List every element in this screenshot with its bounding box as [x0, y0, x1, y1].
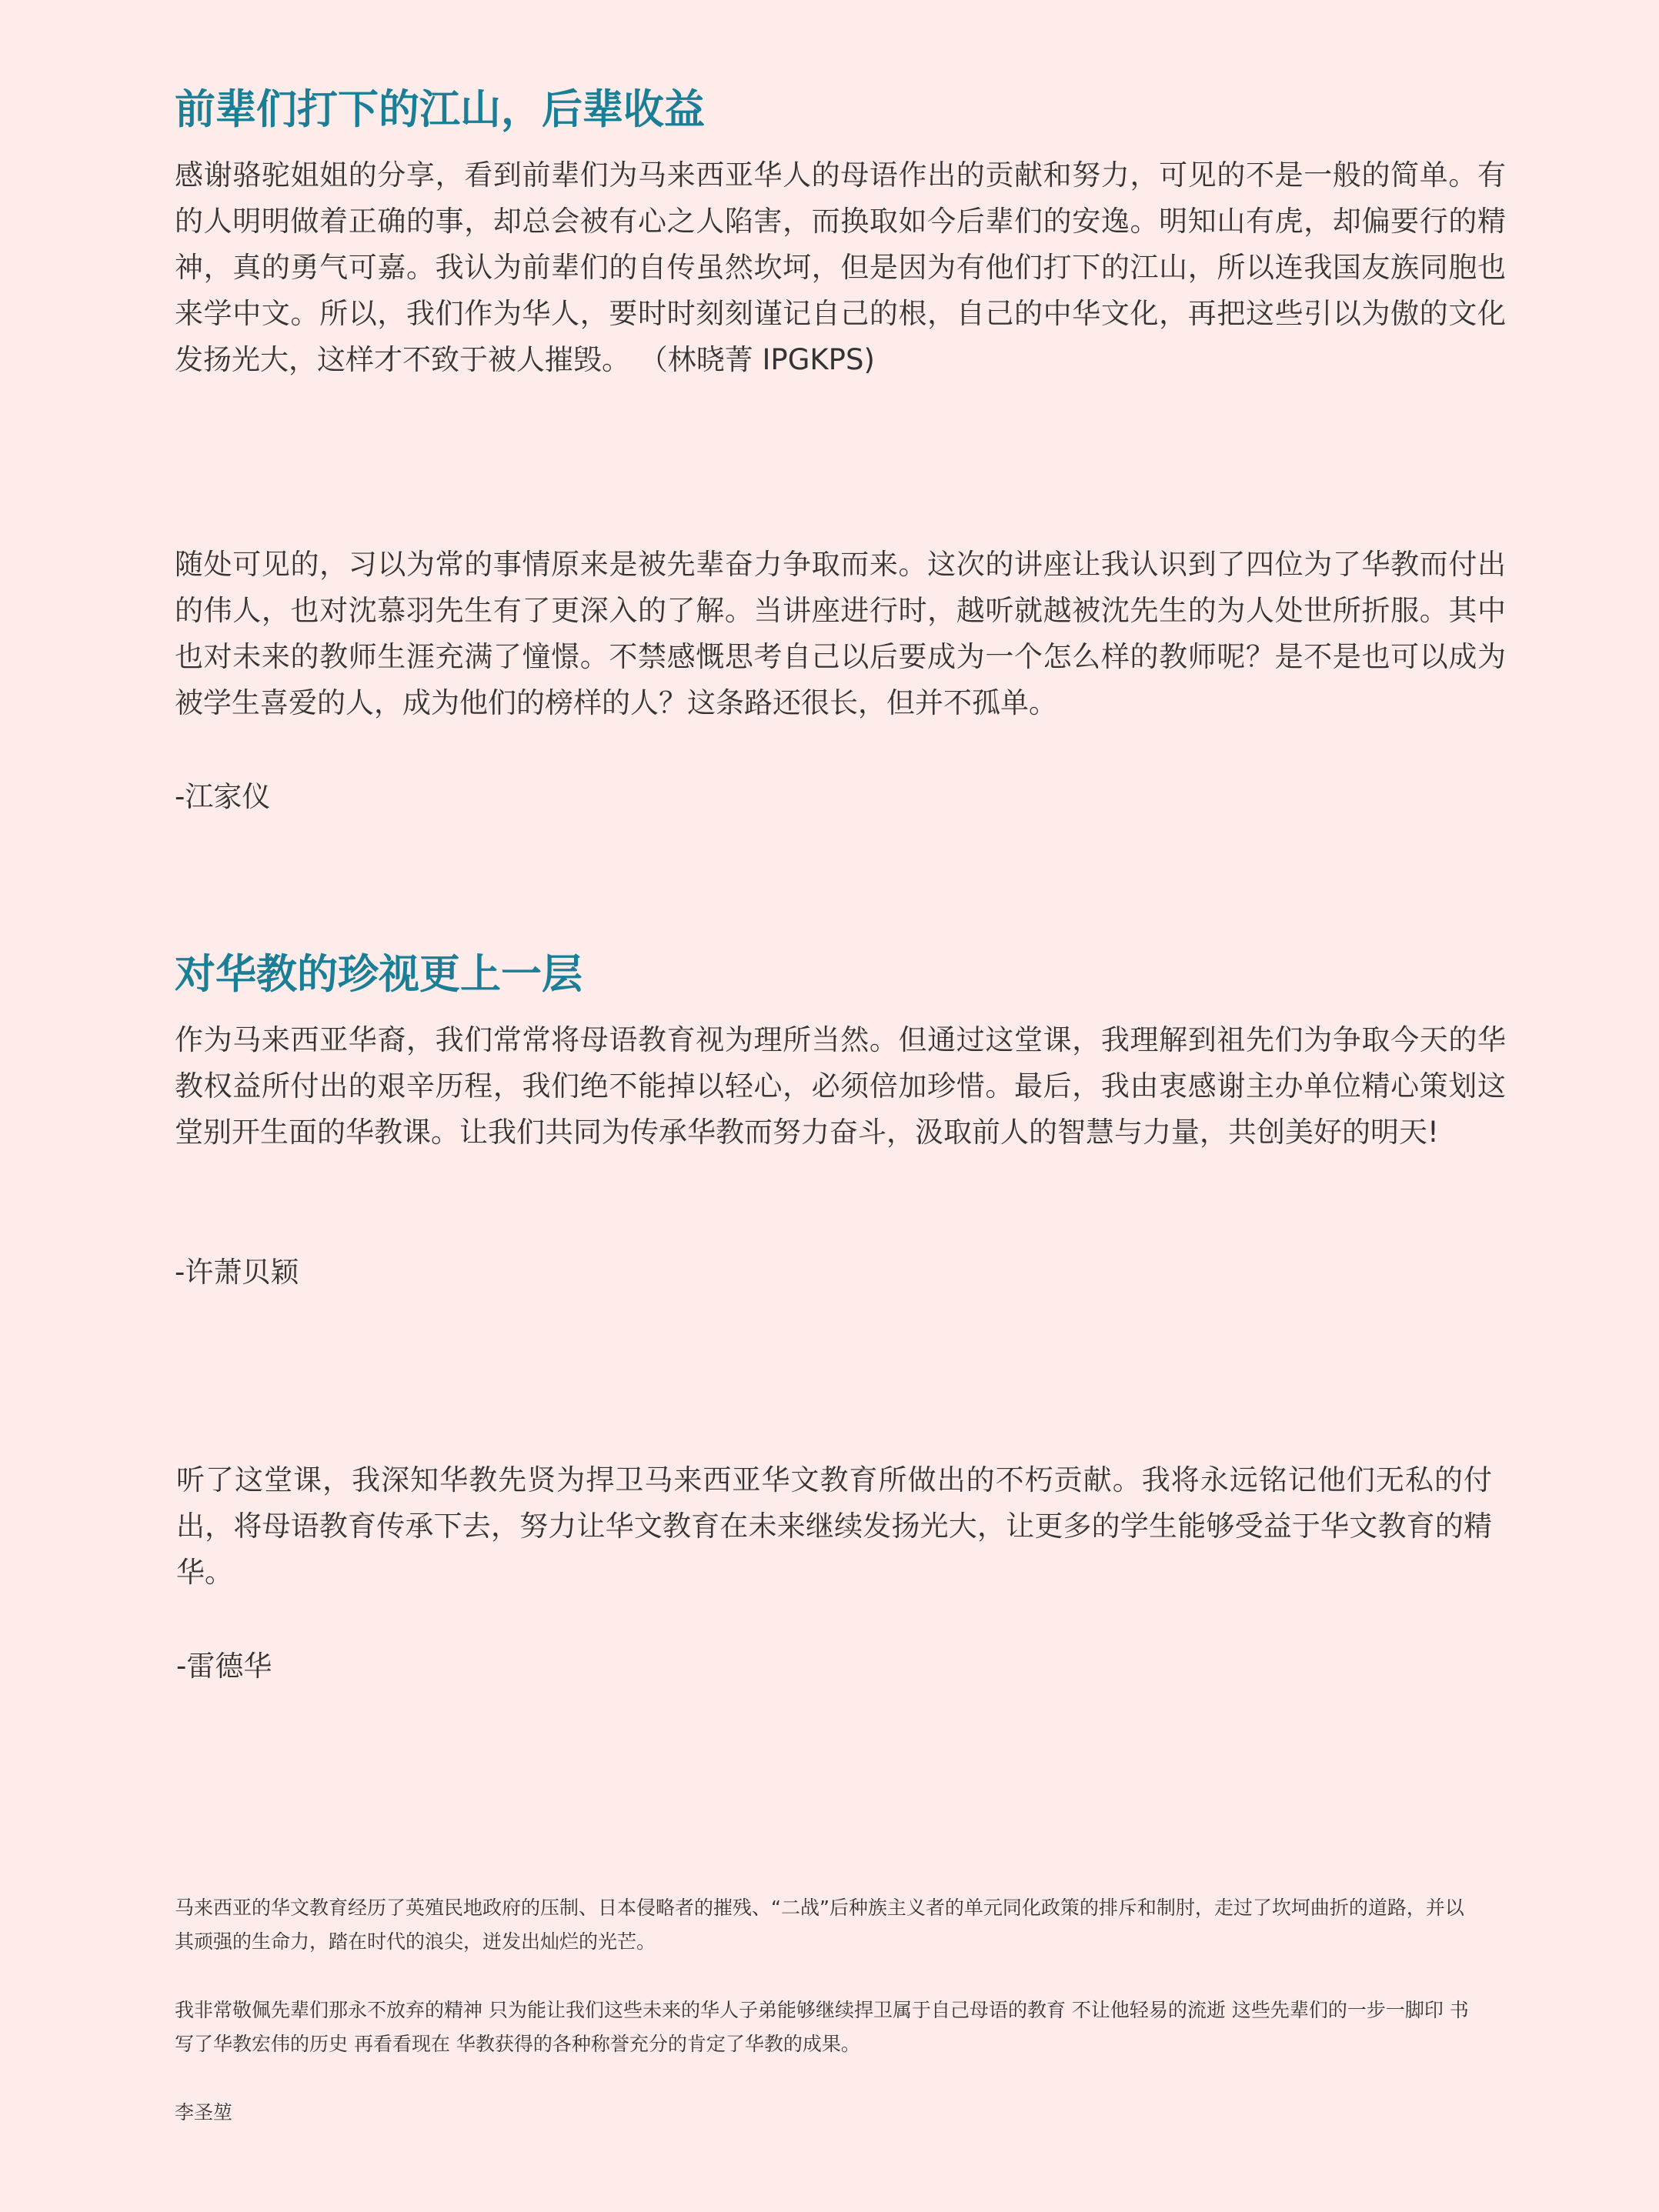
section-5-paragraph-1: 马来西亚的华文教育经历了英殖民地政府的压制、日本侵略者的摧残、“二战”后种族主义者的单元同化政策的排斥和制肘，走过了坎坷曲折的道路，并以其顽强的生命力，踏在时代的浪尖，迸发出灿烂的光芒。	[175, 1897, 1464, 1953]
section-1-paragraph: 感谢骆驼姐姐的分享，看到前辈们为马来西亚华人的母语作出的贡献和努力，可见的不是一般的简单。有的人明明做着正确的事，却总会被有心之人陷害，而换取如今后辈们的安逸。明知山有虎，却偏要行的精神，真的勇气可嘉。我认为前辈们的自传虽然坎坷，但是因为有他们打下的江山，所以连我国友族同胞也来学中文。所以，我们作为华人，要时时刻刻谨记自己的根，自己的中华文化，再把这些引以为傲的文化发扬光大，这样才不致于被人摧毁。 （林晓菁 IPGKPS)	[175, 158, 1506, 376]
section-1-title: 前辈们打下的江山，后辈收益	[175, 86, 705, 133]
section-4-paragraph: 听了这堂课，我深知华教先贤为捍卫马来西亚华文教育所做出的不朽贡献。我将永远铭记他们无私的付出，将母语教育传承下去，努力让华文教育在未来继续发扬光大，让更多的学生能够受益于华文教育的精华。	[176, 1463, 1492, 1589]
section-5-signature: 李圣堃	[175, 2101, 233, 2124]
section-5-paragraph-2: 我非常敬佩先辈们那永不放弃的精神 只为能让我们这些未来的华人子弟能够继续捍卫属于自己母语的教育 不让他轻易的流逝 这些先辈们的一步一脚印 书写了华教宏伟的历史 再看看现在 华教获得的各种称誉充分的肯定了华教的成果。	[175, 1999, 1469, 2055]
section-4-signature: -雷德华	[176, 1650, 272, 1683]
section-3-paragraph: 作为马来西亚华裔，我们常常将母语教育视为理所当然。但通过这堂课，我理解到祖先们为争取今天的华教权益所付出的艰辛历程，我们绝不能掉以轻心，必须倍加珍惜。最后，我由衷感谢主办单位精心策划这堂别开生面的华教课。让我们共同为传承华教而努力奋斗，汲取前人的智慧与力量，共创美好的明天!	[175, 1023, 1506, 1149]
section-2-paragraph: 随处可见的，习以为常的事情原来是被先辈奋力争取而来。这次的讲座让我认识到了四位为了华教而付出的伟人，也对沈慕羽先生有了更深入的了解。当讲座进行时，越听就越被沈先生的为人处世所折服。其中也对未来的教师生涯充满了憧憬。不禁感慨思考自己以后要成为一个怎么样的教师呢？是不是也可以成为被学生喜爱的人，成为他们的榜样的人？这条路还很长，但并不孤单。	[175, 548, 1506, 719]
section-3-title: 对华教的珍视更上一层	[175, 951, 582, 998]
section-2-signature: -江家仪	[175, 780, 271, 813]
section-3-signature: -许萧贝颖	[175, 1256, 299, 1289]
